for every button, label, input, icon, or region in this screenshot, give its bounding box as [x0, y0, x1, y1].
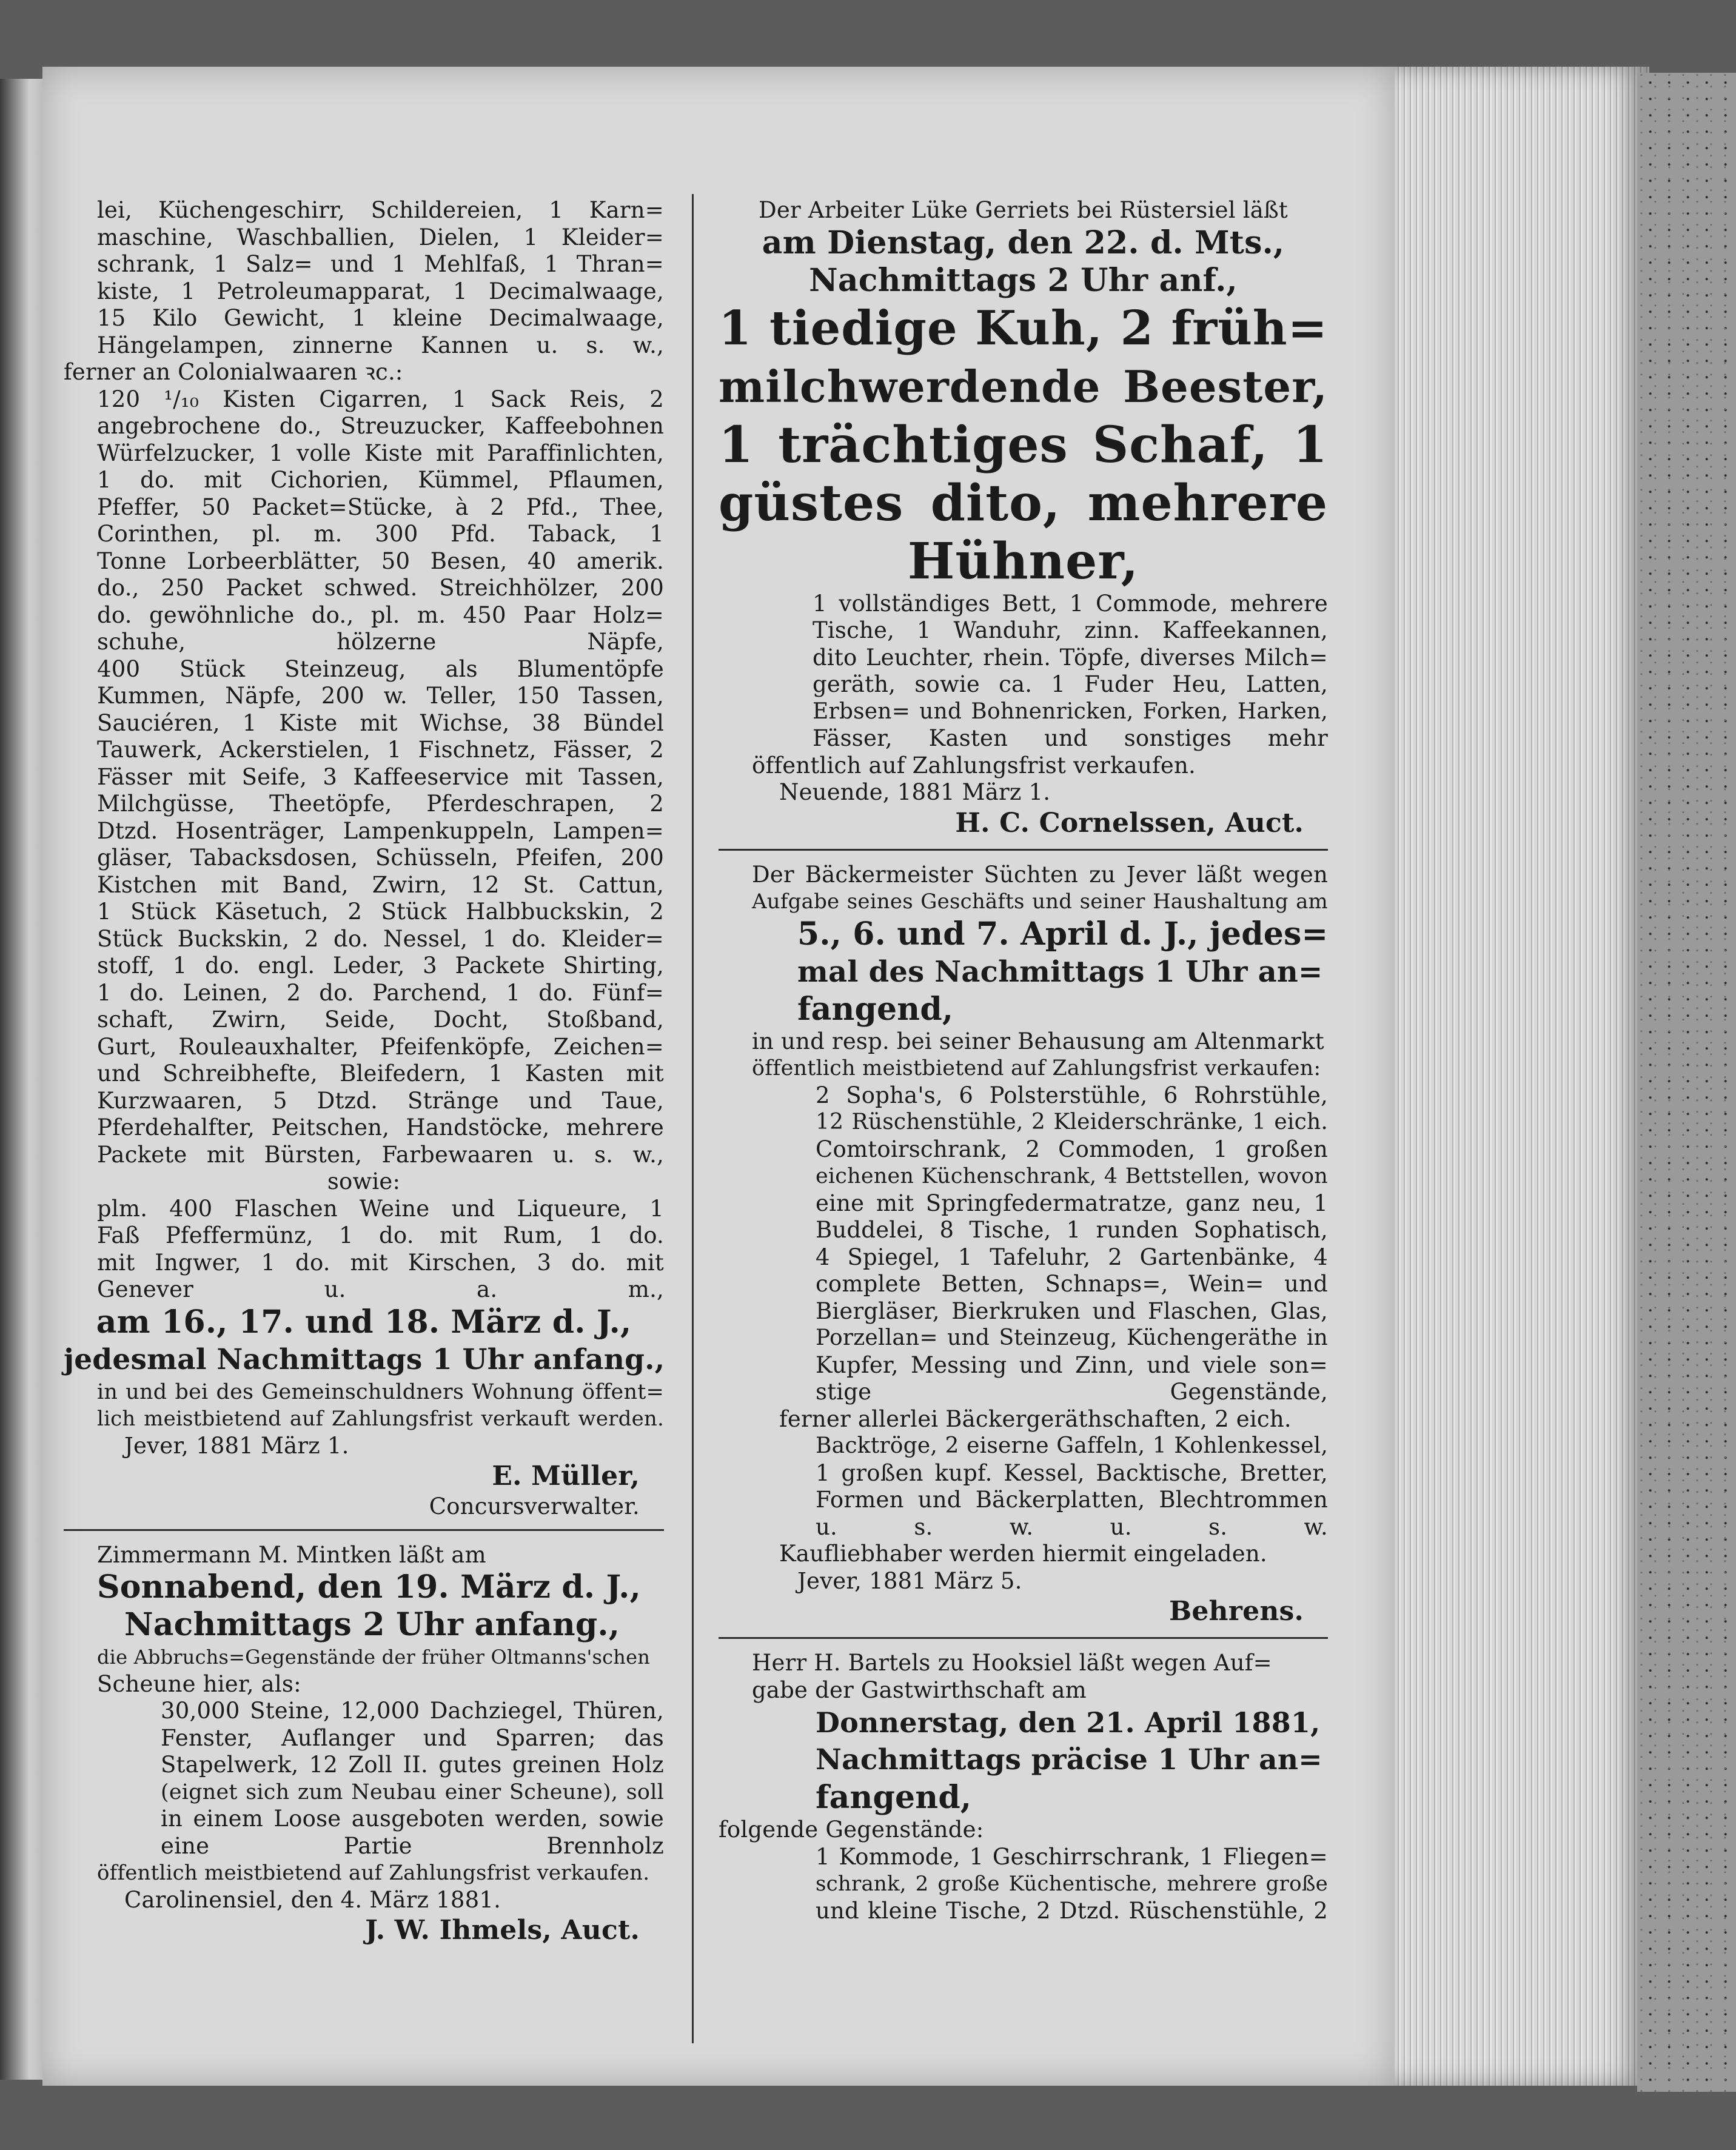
text-line: güstes dito, mehrere — [719, 474, 1328, 532]
text-line: Tauwerk, Ackerstielen, 1 Fischnetz, Fässer, 2 — [97, 737, 664, 763]
auction-ad-gerriets — [719, 197, 1328, 840]
item-list — [719, 1844, 1328, 1925]
text-line: Biergläser, Bierkruken und Flaschen, Glas, — [816, 1298, 1328, 1324]
ad-huge-headline — [719, 300, 1328, 591]
auction-ad-continued — [64, 197, 664, 1521]
text-line: Backtröge, 2 eiserne Gaffeln, 1 Kohlenkessel, — [816, 1433, 1328, 1458]
text-line: öffentlich meistbietend auf Zahlungsfrist verkaufen: — [752, 1056, 1321, 1080]
ad-headline: Nachmittags 2 Uhr anf., — [809, 261, 1238, 299]
text-line: schaft, Zwirn, Seide, Docht, Stoßband, — [97, 1006, 664, 1033]
text-line: Fässer mit Seife, 3 Kaffeeservice mit Tassen, — [97, 763, 664, 790]
signature-title: Concursverwalter. — [429, 1493, 640, 1519]
ad-intro: Der Arbeiter Lüke Gerriets bei Rüstersiel läßt — [759, 197, 1288, 223]
text-line: Fenster, Auflanger und Sparren; das — [161, 1724, 664, 1751]
text-line: 1 großen kupf. Kessel, Backtische, Bretter, — [816, 1459, 1328, 1486]
text-line: maschine, Waschballien, Dielen, 1 Kleider= — [97, 224, 664, 250]
text-line: mit Ingwer, 1 do. mit Kirschen, 3 do. mit — [97, 1249, 664, 1276]
text-line: Stück Buckskin, 2 do. Nessel, 1 do. Kleider= — [97, 925, 664, 952]
item-list — [64, 656, 664, 1169]
text-line: Herr H. Bartels zu Hooksiel läßt wegen Auf= — [752, 1650, 1272, 1676]
text-line: 15 Kilo Gewicht, 1 kleine Decimalwaage, — [97, 305, 664, 331]
text-line: Faß Pfeffermünz, 1 do. mit Rum, 1 do. — [97, 1222, 664, 1248]
ad-text-line: ferner allerlei Bäckergeräthschaften, 2 eich. — [779, 1405, 1292, 1432]
text-line: Tische, 1 Wanduhr, zinn. Kaffeekannen, — [813, 617, 1328, 643]
item-list — [719, 1082, 1328, 1406]
place-date: Jever, 1881 März 1. — [124, 1432, 349, 1459]
text-line: schrank, 2 große Küchentische, mehrere große — [816, 1872, 1328, 1896]
place-date: Carolinensiel, den 4. März 1881. — [124, 1886, 501, 1913]
text-line: Fässer, Kasten und sonstiges mehr — [813, 725, 1328, 751]
text-line: Milchgüsse, Theetöpfe, Pferdeschrapen, 2 — [97, 791, 664, 817]
ad-headline: am Dienstag, den 22. d. Mts., — [762, 224, 1285, 261]
book-cover — [1637, 73, 1736, 2092]
text-line: Dtzd. Hosenträger, Lampenkuppeln, Lampen= — [97, 817, 664, 844]
text-line: Gurt, Rouleauxhalter, Pfeifenköpfe, Zeichen= — [97, 1033, 664, 1060]
text-line: Pferdehalfter, Peitschen, Handstöcke, mehrere — [97, 1114, 664, 1140]
left-page-edge — [0, 79, 42, 2080]
place-date: Jever, 1881 März 5. — [797, 1567, 1022, 1594]
text-line: Aufgabe seines Geschäfts und seiner Haushaltung am — [752, 889, 1328, 914]
text-line: fangend, — [797, 990, 954, 1028]
column-divider — [692, 194, 694, 2043]
text-line: Stapelwerk, 12 Zoll II. gutes greinen Holz — [161, 1752, 664, 1778]
item-list — [719, 591, 1328, 752]
text-line: Kurzwaaren, 5 Dtzd. Stränge und Taue, — [97, 1087, 664, 1114]
text-line: 5., 6. und 7. April d. J., jedes= — [797, 915, 1329, 953]
auction-ad-mintken — [64, 1542, 664, 1948]
text-line: Sauciéren, 1 Kiste mit Wichse, 38 Bündel — [97, 709, 664, 736]
ad-separator — [719, 849, 1328, 851]
text-line: 1 do. Leinen, 2 do. Parchend, 1 do. Fünf= — [97, 979, 664, 1006]
text-line: eine Partie Brennholz — [161, 1832, 664, 1859]
text-line: stige Gegenstände, — [816, 1379, 1328, 1405]
text-line: in und resp. bei seiner Behausung am Altenmarkt — [752, 1028, 1324, 1054]
ad-text-line: folgende Gegenstände: — [719, 1817, 984, 1843]
signature: J. W. Ihmels, Auct. — [365, 1915, 640, 1946]
ad-text-line: öffentlich auf Zahlungsfrist verkaufen. — [752, 752, 1196, 779]
text-line: schrank, 1 Salz= und 1 Mehlfaß, 1 Thran= — [97, 251, 664, 277]
ad-text-line: sowie: — [327, 1168, 401, 1194]
item-list — [64, 1196, 664, 1304]
ad-text-line: öffentlich meistbietend auf Zahlungsfrist verkaufen. — [97, 1861, 650, 1885]
text-line: 1 vollständiges Bett, 1 Commode, mehrere — [813, 590, 1328, 617]
text-line: 1 Stück Käsetuch, 2 Stück Halbbuckskin, 2 — [97, 899, 664, 925]
text-line: Nachmittags präcise 1 Uhr an= — [816, 1743, 1322, 1777]
text-line: Comtoirschrank, 2 Commoden, 1 großen — [816, 1136, 1328, 1162]
text-line: Der Bäckermeister Süchten zu Jever läßt wegen — [752, 861, 1328, 888]
ad-headline: Sonnabend, den 19. März d. J., — [97, 1569, 641, 1606]
text-line: gabe der Gastwirthschaft am — [752, 1676, 1087, 1703]
text-line: 1 trächtiges Schaf, 1 — [719, 415, 1328, 474]
text-line: in und bei des Gemeinschuldners Wohnung öffent= — [97, 1379, 664, 1404]
ad-separator — [64, 1529, 664, 1531]
text-line: 12 Rüschenstühle, 2 Kleiderschränke, 1 eich. — [816, 1110, 1328, 1134]
text-line: 1 Kommode, 1 Geschirrschrank, 1 Fliegen= — [816, 1843, 1328, 1870]
signature: H. C. Cornelssen, Auct. — [955, 807, 1304, 839]
text-line: Corinthen, pl. m. 300 Pfd. Taback, 1 — [97, 521, 664, 547]
ad-separator — [719, 1637, 1328, 1639]
ad-headline — [719, 916, 1328, 1028]
text-line: complete Betten, Schnaps=, Wein= und — [816, 1271, 1328, 1297]
text-line: Hängelampen, zinnerne Kannen u. s. w., — [97, 332, 664, 358]
text-line: geräth, sowie ca. 1 Fuder Heu, Latten, — [813, 671, 1328, 697]
text-line: eine mit Springfedermatratze, ganz neu, 1 — [816, 1190, 1328, 1216]
ad-text-line: Kaufliebhaber werden hiermit eingeladen. — [779, 1541, 1267, 1567]
text-line: Erbsen= und Bohnenricken, Forken, Harken, — [813, 698, 1328, 724]
ad-headline: am 16., 17. und 18. März d. J., — [96, 1303, 632, 1341]
ad-text-block — [64, 1379, 664, 1433]
left-column — [64, 197, 664, 1947]
text-line: Genever u. a. m., — [97, 1276, 664, 1302]
ad-text-block — [64, 1644, 664, 1698]
signature: E. Müller, — [492, 1461, 640, 1492]
text-line: milchwerdende Beester, — [719, 360, 1328, 412]
text-line: u. s. w. u. s. w. — [816, 1513, 1328, 1540]
text-line: (eignet sich zum Neubau einer Scheune), soll — [161, 1780, 664, 1804]
text-line: mal des Nachmittags 1 Uhr an= — [797, 954, 1323, 989]
text-line: und kleine Tische, 2 Dtzd. Rüschenstühle, 2 — [816, 1897, 1328, 1924]
text-line: 1 do. mit Cichorien, Kümmel, Pflaumen, — [97, 467, 664, 493]
text-line: Pfeffer, 50 Packet=Stücke, à 2 Pfd., Thee, — [97, 494, 664, 520]
text-line: do., 250 Packet schwed. Streichhölzer, 200 — [97, 575, 664, 601]
text-line: Formen und Bäckerplatten, Blechtrommen — [816, 1487, 1328, 1513]
ad-text-block — [719, 1028, 1328, 1082]
text-line: Buddelei, 8 Tische, 1 runden Sophatisch, — [816, 1217, 1328, 1243]
text-line: 2 Sopha's, 6 Polsterstühle, 6 Rohrstühle, — [816, 1082, 1328, 1108]
ad-intro: Zimmermann M. Mintken läßt am — [97, 1541, 486, 1568]
page-stack-edge — [1395, 67, 1649, 2086]
right-column — [719, 197, 1328, 1924]
place-date: Neuende, 1881 März 1. — [779, 779, 1051, 805]
text-line: 1 tiedige Kuh, 2 früh= — [719, 300, 1328, 356]
auction-ad-suechten — [719, 862, 1328, 1629]
text-line: fangend, — [816, 1779, 972, 1816]
text-line: plm. 400 Flaschen Weine und Liqueure, 1 — [97, 1195, 664, 1222]
text-line: in einem Loose ausgeboten werden, sowie — [161, 1806, 664, 1832]
text-line: Porzellan= und Steinzeug, Küchengeräthe in — [816, 1325, 1328, 1350]
item-list — [64, 386, 664, 656]
text-line: 400 Stück Steinzeug, als Blumentöpfe — [97, 655, 664, 682]
text-line: eichenen Küchenschrank, 4 Bettstellen, wovon — [816, 1164, 1328, 1188]
item-list — [64, 1698, 664, 1860]
text-line: Kistchen mit Band, Zwirn, 12 St. Cattun, — [97, 871, 664, 898]
text-line: Packete mit Bürsten, Farbewaaren u. s. w., — [97, 1141, 664, 1168]
ad-headline: Nachmittags 2 Uhr anfang., — [124, 1606, 620, 1643]
text-line: lich meistbietend auf Zahlungsfrist verkauft werden. — [97, 1407, 664, 1431]
text-line: Tonne Lorbeerblätter, 50 Besen, 40 amerik. — [97, 548, 664, 574]
ad-headline: jedesmal Nachmittags 1 Uhr anfang., — [64, 1342, 665, 1376]
text-line: Donnerstag, den 21. April 1881, — [816, 1706, 1321, 1739]
ad-intro — [719, 1650, 1328, 1704]
text-line: angebrochene do., Streuzucker, Kaffeebohnen — [97, 413, 664, 439]
text-line: Würfelzucker, 1 volle Kiste mit Paraffinlichten, — [97, 440, 664, 466]
item-list — [719, 1433, 1328, 1541]
text-line: Kummen, Näpfe, 200 w. Teller, 150 Tassen, — [97, 683, 664, 709]
text-line: Kupfer, Messing und Zinn, und viele son= — [816, 1351, 1328, 1378]
item-list — [64, 197, 664, 359]
text-line: gläser, Tabacksdosen, Schüsseln, Pfeifen, 200 — [97, 845, 664, 871]
text-line: stoff, 1 do. engl. Leder, 3 Packete Shirting, — [97, 953, 664, 979]
ad-intro — [719, 862, 1328, 916]
text-line: Scheune hier, als: — [97, 1670, 301, 1697]
text-line: 120 ¹/₁₀ Kisten Cigarren, 1 Sack Reis, 2 — [97, 386, 664, 412]
text-line: lei, Küchengeschirr, Schildereien, 1 Karn= — [97, 197, 664, 223]
text-line: 4 Spiegel, 1 Tafeluhr, 2 Gartenbänke, 4 — [816, 1244, 1328, 1270]
ad-text-line: ferner an Colonialwaaren ꝛc.: — [64, 359, 403, 385]
auction-ad-bartels — [719, 1650, 1328, 1924]
text-line: schuhe, hölzerne Näpfe, — [97, 629, 664, 655]
signature: Behrens. — [1168, 1596, 1304, 1627]
text-line: die Abbruchs=Gegenstände der früher Oltmanns'schen — [97, 1646, 651, 1669]
text-line: dito Leuchter, rhein. Töpfe, diverses Milch= — [813, 644, 1328, 671]
text-line: do. gewöhnliche do., pl. m. 450 Paar Holz= — [97, 601, 664, 628]
text-line: und Schreibhefte, Bleifedern, 1 Kasten mit — [97, 1060, 664, 1087]
text-line: 30,000 Steine, 12,000 Dachziegel, Thüren, — [161, 1698, 664, 1724]
ad-headline — [719, 1704, 1328, 1817]
text-line: kiste, 1 Petroleumapparat, 1 Decimalwaage, — [97, 278, 664, 304]
text-line: Hühner, — [907, 532, 1139, 591]
